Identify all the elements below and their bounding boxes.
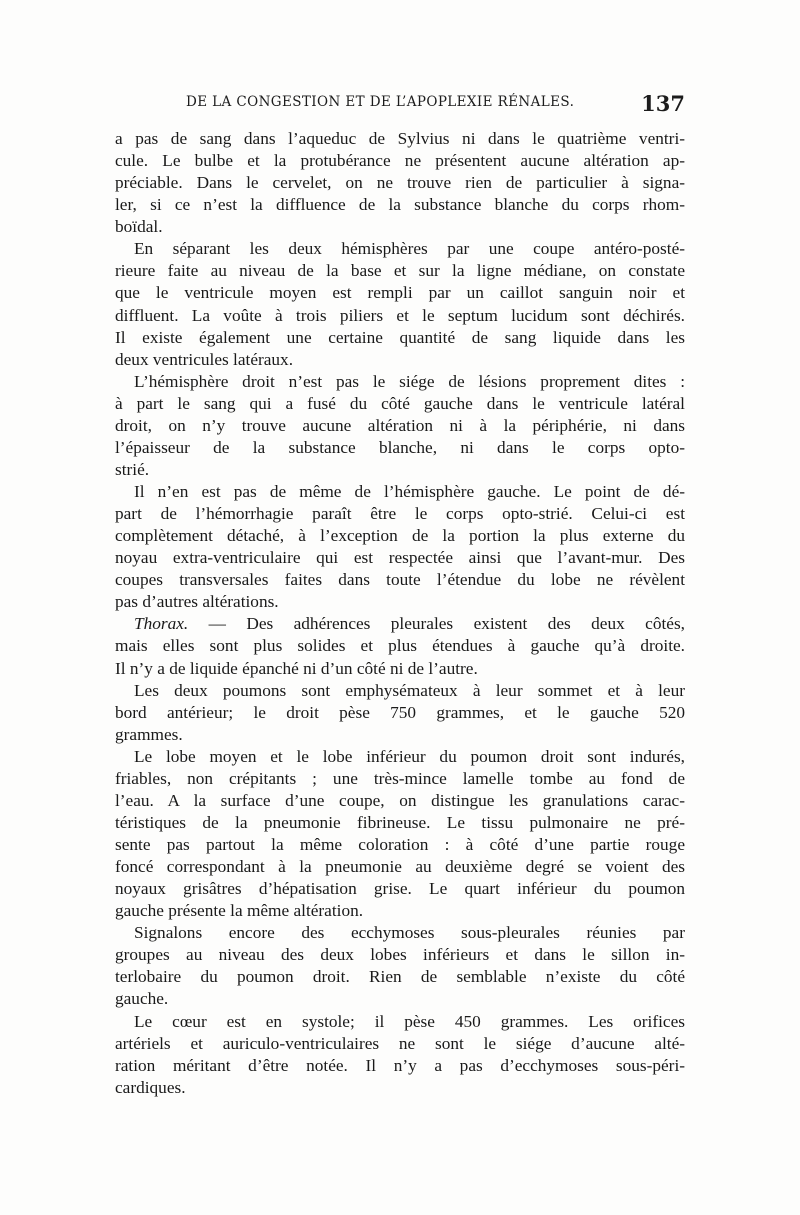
paragraph bbox=[115, 613, 685, 679]
page-number: 137 bbox=[641, 91, 685, 116]
text-line bbox=[115, 282, 685, 304]
line-text: foncé correspondant à la pneumonie au deuxième degré se voient des bbox=[115, 857, 685, 877]
text-line bbox=[115, 194, 685, 216]
line-text: cardiques. bbox=[115, 1077, 186, 1097]
line-text: pas d’autres altérations. bbox=[115, 592, 279, 612]
line-text: part de l’hémorrhagie paraît être le corps opto-strié. Celui-ci est bbox=[115, 504, 685, 524]
line-text: diffluent. La voûte à trois piliers et le septum lucidum sont déchirés. bbox=[115, 305, 685, 325]
text-line bbox=[115, 591, 685, 613]
line-text: Il n’en est pas de même de l’hémisphère gauche. Le point de dé- bbox=[134, 482, 685, 501]
text-line bbox=[115, 746, 685, 768]
line-text: ration méritant d’être notée. Il n’y a pas d’ecchymoses sous-péri- bbox=[115, 1055, 685, 1075]
text-line bbox=[115, 238, 685, 260]
text-line bbox=[115, 415, 685, 437]
line-text: coupes transversales faites dans toute l’étendue du lobe ne révèlent bbox=[115, 570, 685, 590]
text-line bbox=[115, 1033, 685, 1055]
text-line bbox=[115, 724, 685, 746]
paragraph bbox=[115, 238, 685, 370]
text-line bbox=[115, 658, 685, 680]
text-line bbox=[115, 900, 685, 922]
line-text: En séparant les deux hémisphères par une coupe antéro-posté- bbox=[134, 239, 685, 259]
text-line bbox=[115, 702, 685, 724]
text-line bbox=[115, 834, 685, 856]
text-line bbox=[115, 812, 685, 834]
line-text: friables, non crépitants ; une très-mince lamelle tombe au fond de bbox=[115, 768, 685, 788]
text-line bbox=[115, 393, 685, 415]
line-text: droit, on n’y trouve aucune altération ni à la périphérie, ni dans bbox=[115, 415, 685, 435]
paragraph bbox=[115, 128, 685, 238]
line-text: sente pas partout la même coloration : à côté d’une partie rouge bbox=[115, 835, 685, 854]
text-line bbox=[115, 481, 685, 503]
text-line bbox=[115, 437, 685, 459]
text-line bbox=[115, 547, 685, 569]
line-text: grammes. bbox=[115, 724, 183, 744]
text-line bbox=[115, 988, 685, 1010]
line-text: l’épaisseur de la substance blanche, ni dans le corps opto- bbox=[115, 437, 685, 457]
line-text: artériels et auriculo-ventriculaires ne sont le siége d’aucune alté- bbox=[115, 1033, 685, 1053]
text-line bbox=[115, 327, 685, 349]
text-line bbox=[115, 922, 685, 944]
text-line bbox=[115, 680, 685, 702]
line-text: a pas de sang dans l’aqueduc de Sylvius ni dans le quatrième ventri- bbox=[115, 129, 685, 148]
text-line bbox=[115, 613, 685, 635]
body-text bbox=[115, 128, 685, 1099]
text-line bbox=[115, 216, 685, 238]
text-line bbox=[115, 944, 685, 966]
paragraph bbox=[115, 680, 685, 746]
text-line bbox=[115, 569, 685, 591]
text-line bbox=[115, 128, 685, 150]
line-text: Il n’y a de liquide épanché ni d’un côté ni de l’autre. bbox=[115, 658, 478, 678]
line-text: noyaux grisâtres d’hépatisation grise. Le quart inférieur du poumon bbox=[115, 879, 685, 899]
line-text: préciable. Dans le cervelet, on ne trouve rien de particulier à signa- bbox=[115, 173, 685, 193]
text-line bbox=[115, 305, 685, 327]
line-text: boïdal. bbox=[115, 217, 163, 237]
line-text: gauche. bbox=[115, 989, 169, 1009]
line-text: bord antérieur; le droit pèse 750 grammes, et le gauche 520 bbox=[115, 702, 685, 722]
line-text: ler, si ce n’est la diffluence de la substance blanche du corps rhom- bbox=[115, 195, 685, 215]
line-text: à part le sang qui a fusé du côté gauche dans le ventricule latéral bbox=[115, 393, 685, 413]
line-text: groupes au niveau des deux lobes inférieurs et dans le sillon in- bbox=[115, 945, 685, 965]
text-line bbox=[115, 172, 685, 194]
text-line bbox=[115, 371, 685, 393]
line-text: L’hémisphère droit n’est pas le siége de lésions proprement dites : bbox=[134, 371, 685, 391]
line-text: Les deux poumons sont emphysémateux à leur sommet et à leur bbox=[134, 680, 685, 700]
line-text: strié. bbox=[115, 459, 150, 479]
section-label: Thorax. bbox=[134, 614, 189, 634]
text-line bbox=[115, 1055, 685, 1077]
paragraph bbox=[115, 371, 685, 481]
line-text: deux ventricules latéraux. bbox=[115, 349, 294, 369]
line-text: téristiques de la pneumonie fibrineuse. Le tissu pulmonaire ne pré- bbox=[115, 812, 685, 832]
text-line bbox=[115, 503, 685, 525]
line-text: complètement détaché, à l’exception de la portion la plus externe du bbox=[115, 526, 685, 546]
text-line bbox=[115, 966, 685, 988]
paragraph bbox=[115, 1011, 685, 1099]
text-line bbox=[115, 459, 685, 481]
text-line bbox=[115, 856, 685, 878]
text-line bbox=[115, 878, 685, 900]
line-text: que le ventricule moyen est rempli par un caillot sanguin noir et bbox=[115, 283, 685, 303]
line-text: terlobaire du poumon droit. Rien de semblable n’existe du côté bbox=[115, 967, 685, 987]
text-line bbox=[115, 790, 685, 812]
page-header bbox=[115, 92, 685, 116]
line-text: Il existe également une certaine quantité de sang liquide dans les bbox=[115, 327, 685, 347]
line-text: Signalons encore des ecchymoses sous-pleurales réunies par bbox=[134, 923, 685, 943]
text-line bbox=[115, 1077, 685, 1099]
line-text: mais elles sont plus solides et plus étendues à gauche qu’à droite. bbox=[115, 636, 685, 656]
line-text: rieure faite au niveau de la base et sur la ligne médiane, on constate bbox=[115, 261, 685, 281]
line-text: gauche présente la même altération. bbox=[115, 901, 364, 921]
text-line bbox=[115, 1011, 685, 1033]
text-line bbox=[115, 150, 685, 172]
paragraph bbox=[115, 481, 685, 613]
text-line bbox=[115, 525, 685, 547]
text-line bbox=[115, 635, 685, 657]
paragraph bbox=[115, 746, 685, 923]
line-text: l’eau. A la surface d’une coupe, on distingue les granulations carac- bbox=[115, 790, 685, 810]
running-title: DE LA CONGESTION ET DE L’APOPLEXIE RÉNALES. bbox=[186, 94, 575, 110]
text-line bbox=[115, 260, 685, 282]
text-line bbox=[115, 349, 685, 371]
line-text: Le lobe moyen et le lobe inférieur du poumon droit sont indurés, bbox=[134, 746, 685, 766]
paragraph bbox=[115, 922, 685, 1010]
line-text: cule. Le bulbe et la protubérance ne présentent aucune altération ap- bbox=[115, 151, 685, 171]
line-text: Le cœur est en systole; il pèse 450 grammes. Les orifices bbox=[134, 1011, 685, 1031]
line-text: noyau extra-ventriculaire qui est respectée ainsi que l’avant-mur. Des bbox=[115, 548, 685, 568]
text-line bbox=[115, 768, 685, 790]
line-text: — Des adhérences pleurales existent des deux côtés, bbox=[188, 614, 685, 634]
